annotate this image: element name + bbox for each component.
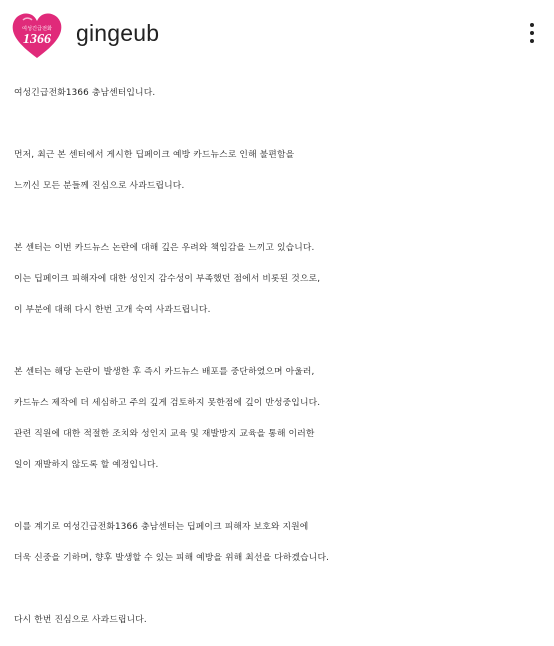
svg-text:1366: 1366 xyxy=(23,32,51,47)
paragraph-closing xyxy=(14,605,546,636)
caption-line: 본 센터는 해당 논란이 발생한 후 즉시 카드뉴스 배포를 중단하였으며 아울러, xyxy=(14,367,315,377)
caption-line: 느끼신 모든 분들께 진심으로 사과드립니다. xyxy=(14,181,185,191)
caption-line: 본 센터는 이번 카드뉴스 논란에 대해 깊은 우려와 책임감을 느끼고 있습니다. xyxy=(14,243,315,253)
caption-line: 먼저, 최근 본 센터에서 게시한 딥페이크 예방 카드뉴스로 인해 불편함을 xyxy=(14,150,295,160)
svg-text:여성긴급전화: 여성긴급전화 xyxy=(21,26,53,32)
paragraph-responsibility xyxy=(14,233,546,326)
username-link[interactable]: gingeub xyxy=(76,20,160,46)
caption-line: 이를 계기로 여성긴급전화1366 충남센터는 딥페이크 피해자 보호와 지원에 xyxy=(14,522,309,532)
more-vertical-icon xyxy=(530,23,534,27)
paragraph-commitment xyxy=(14,512,546,574)
caption-line: 카드뉴스 제작에 더 세심하고 주의 깊게 검토하지 못한점에 깊이 반성중입니다. xyxy=(14,398,321,408)
paragraph-actions xyxy=(14,357,546,481)
post-caption xyxy=(14,78,546,636)
caption-line: 다시 한번 진심으로 사과드립니다. xyxy=(14,615,147,625)
caption-line: 일이 재발하지 않도록 할 예정입니다. xyxy=(14,460,159,470)
caption-line: 관련 직원에 대한 적절한 조치와 성인지 교육 및 재발방지 교육을 통해 이러한 xyxy=(14,429,315,439)
paragraph-apology xyxy=(14,140,546,202)
avatar[interactable] xyxy=(10,8,64,62)
more-options-button[interactable] xyxy=(520,16,544,50)
caption-line: 여성긴급전화1366 충남센터입니다. xyxy=(14,88,156,98)
caption-line: 이는 딥페이크 피해자에 대한 성인지 감수성이 부족했던 점에서 비롯된 것으로, xyxy=(14,274,321,284)
caption-line: 더욱 신중을 기하며, 향후 발생할 수 있는 피해 예방을 위해 최선을 다하겠습니다. xyxy=(14,553,330,563)
heart-logo-icon xyxy=(10,8,64,62)
paragraph-intro xyxy=(14,78,546,109)
caption-line: 이 부분에 대해 다시 한번 고개 숙여 사과드립니다. xyxy=(14,305,211,315)
post-header xyxy=(0,0,554,70)
